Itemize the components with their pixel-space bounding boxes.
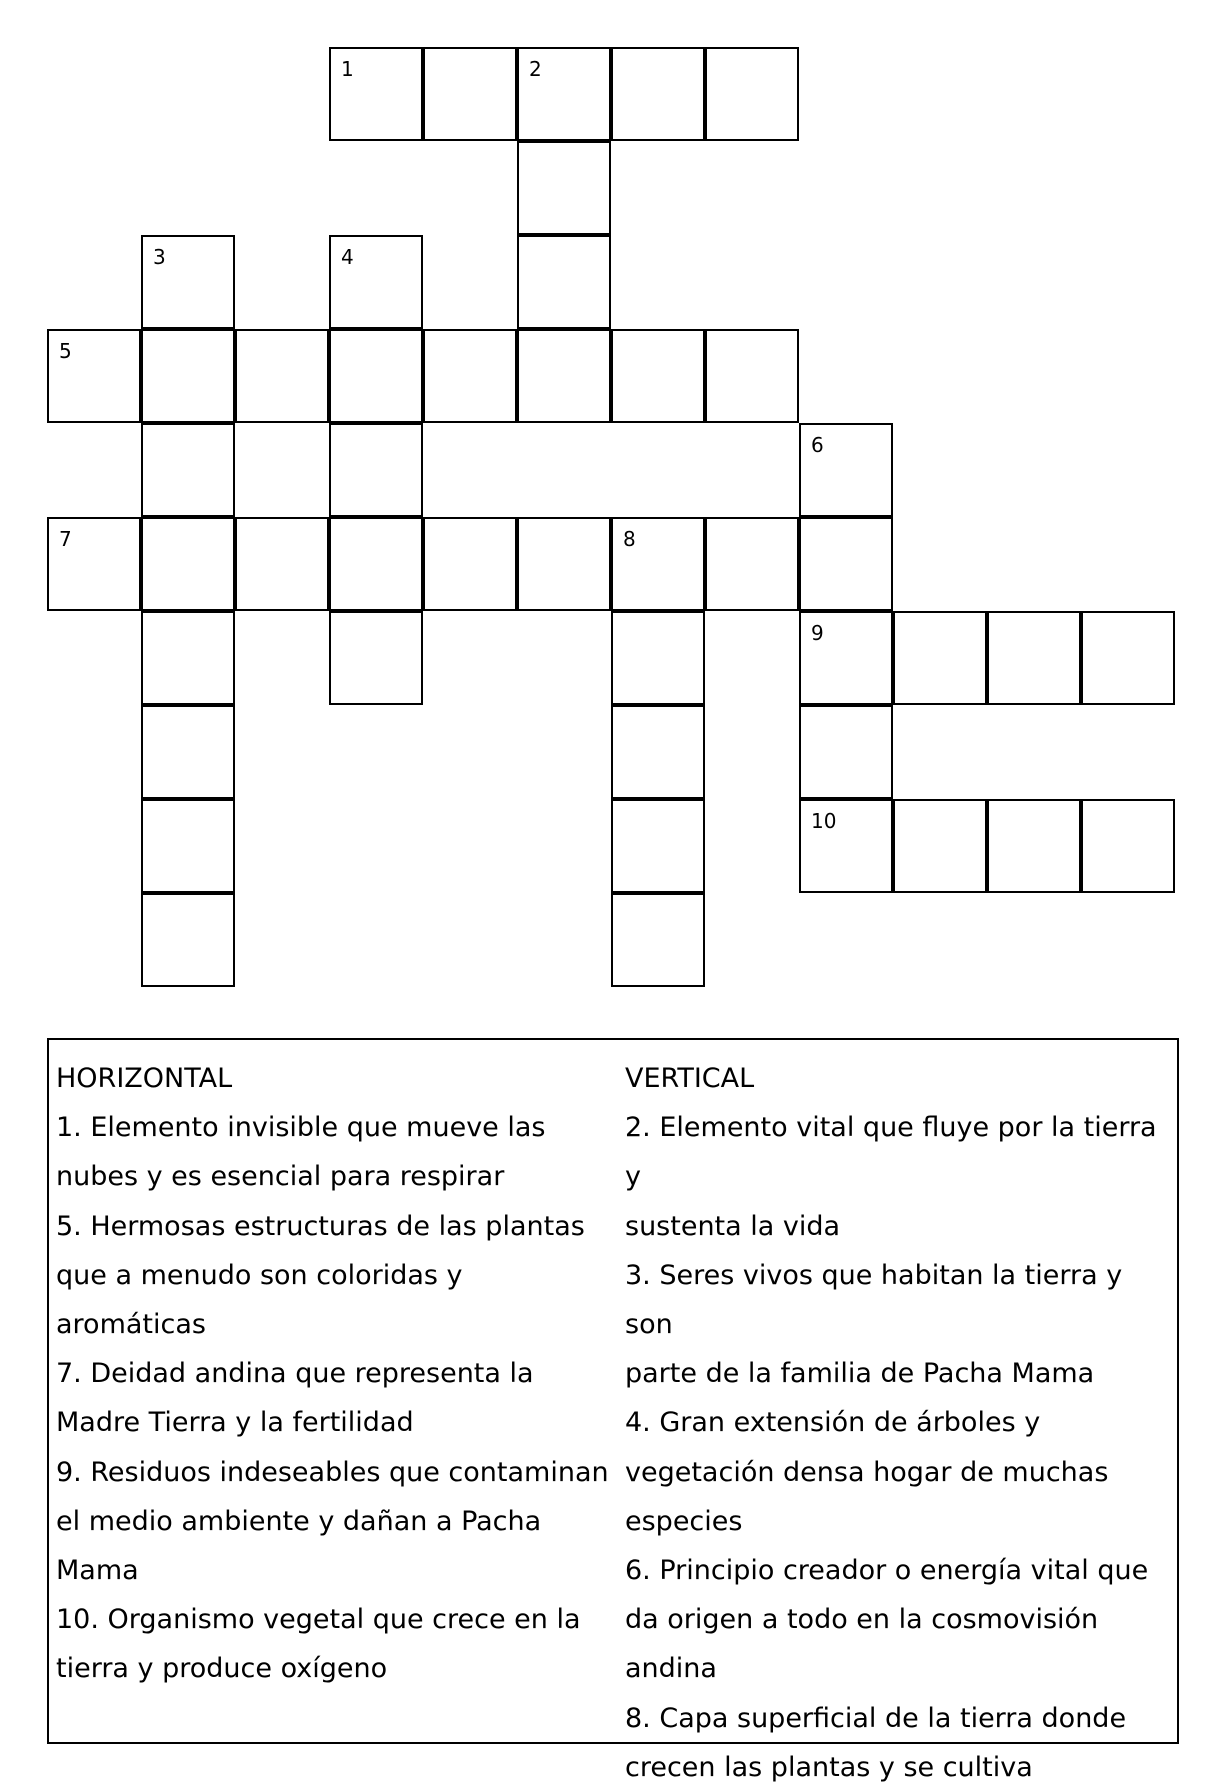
- clue-line: 5. Hermosas estructuras de las plantas: [56, 1210, 585, 1242]
- clue-line: da origen a todo en la cosmovisión: [625, 1604, 1099, 1636]
- clue-line: 8. Capa superficial de la tierra donde: [625, 1702, 1127, 1734]
- crossword-cell[interactable]: [141, 329, 235, 423]
- crossword-cell[interactable]: [893, 611, 987, 705]
- clues-box: [47, 1038, 1179, 1783]
- clue-line: Mama: [56, 1555, 139, 1587]
- clue-line: 9. Residuos indeseables que contaminan: [56, 1456, 609, 1488]
- crossword-cell[interactable]: [141, 893, 235, 987]
- clue-line: especies: [625, 1505, 743, 1537]
- clue-line: tierra y produce oxígeno: [56, 1653, 388, 1685]
- horizontal-title: HORIZONTAL: [56, 1063, 233, 1094]
- crossword-cell[interactable]: [141, 423, 235, 517]
- clue-line: aromáticas: [56, 1309, 206, 1341]
- crossword-cell[interactable]: [611, 517, 705, 611]
- clue-line: 2. Elemento vital que fluye por la tierra y: [625, 1112, 1157, 1193]
- crossword-cell[interactable]: [611, 893, 705, 987]
- crossword-cell[interactable]: [329, 517, 423, 611]
- clue-line: sustenta la vida: [625, 1210, 841, 1242]
- crossword-cell[interactable]: [611, 329, 705, 423]
- clue-number: 4: [341, 245, 354, 269]
- crossword-cell[interactable]: [705, 329, 799, 423]
- crossword-cell[interactable]: [329, 423, 423, 517]
- crossword-cell[interactable]: [141, 517, 235, 611]
- clue-line: parte de la familia de Pacha Mama: [625, 1358, 1095, 1390]
- clue-number: 6: [811, 433, 824, 457]
- crossword-cell[interactable]: [799, 705, 893, 799]
- crossword-cell[interactable]: [517, 141, 611, 235]
- crossword-cell[interactable]: [1081, 611, 1175, 705]
- clue-number: 9: [811, 621, 824, 645]
- crossword-cell[interactable]: [517, 517, 611, 611]
- clue-line: vegetación densa hogar de muchas: [625, 1456, 1109, 1488]
- clue-line: nubes y es esencial para respirar: [56, 1161, 505, 1193]
- clue-line: Madre Tierra y la fertilidad: [56, 1407, 414, 1439]
- crossword-cell[interactable]: [611, 799, 705, 893]
- crossword-cell[interactable]: [141, 799, 235, 893]
- crossword-cell[interactable]: [799, 423, 893, 517]
- crossword-cell[interactable]: [517, 47, 611, 141]
- crossword-cell[interactable]: [705, 517, 799, 611]
- crossword-cell[interactable]: [987, 611, 1081, 705]
- clue-line: 10. Organismo vegetal que crece en la: [56, 1604, 581, 1636]
- crossword-cell[interactable]: [611, 47, 705, 141]
- clue-line: 4. Gran extensión de árboles y: [625, 1407, 1041, 1439]
- clue-line: 1. Elemento invisible que mueve las: [56, 1112, 546, 1144]
- crossword-cell[interactable]: [517, 329, 611, 423]
- crossword-cell[interactable]: [611, 611, 705, 705]
- clue-line: 3. Seres vivos que habitan la tierra y son: [625, 1259, 1123, 1341]
- crossword-cell[interactable]: [423, 517, 517, 611]
- clue-line: que a menudo son coloridas y: [56, 1259, 463, 1291]
- crossword-cell[interactable]: [517, 235, 611, 329]
- crossword-cell[interactable]: [235, 517, 329, 611]
- crossword-cell[interactable]: [799, 799, 893, 893]
- clue-number: 1: [341, 57, 354, 81]
- crossword-cell[interactable]: [329, 611, 423, 705]
- crossword-cell[interactable]: [329, 329, 423, 423]
- crossword-cell[interactable]: [799, 517, 893, 611]
- crossword-cell[interactable]: [611, 705, 705, 799]
- crossword-cell[interactable]: [1081, 799, 1175, 893]
- crossword-cell[interactable]: [47, 517, 141, 611]
- clue-line: 6. Principio creador o energía vital que: [625, 1555, 1149, 1587]
- clue-number: 5: [59, 339, 72, 363]
- crossword-cell[interactable]: [423, 47, 517, 141]
- crossword-cell[interactable]: [893, 799, 987, 893]
- crossword-cell[interactable]: [47, 329, 141, 423]
- clue-line: el medio ambiente y dañan a Pacha: [56, 1505, 542, 1537]
- clue-line: 7. Deidad andina que representa la: [56, 1358, 534, 1390]
- crossword-cell[interactable]: [329, 47, 423, 141]
- clue-number: 8: [623, 527, 636, 551]
- clue-number: 3: [153, 245, 166, 269]
- crossword-cell[interactable]: [141, 235, 235, 329]
- crossword-cell[interactable]: [705, 47, 799, 141]
- vertical-clues: [625, 1054, 1175, 1792]
- clue-number: 7: [59, 527, 72, 551]
- horizontal-clues: [56, 1054, 616, 1694]
- crossword-cell[interactable]: [423, 329, 517, 423]
- vertical-title: VERTICAL: [625, 1063, 755, 1094]
- crossword-cell[interactable]: [141, 611, 235, 705]
- crossword-cell[interactable]: [235, 329, 329, 423]
- clue-line: andina: [625, 1653, 717, 1685]
- crossword-cell[interactable]: [329, 235, 423, 329]
- clue-number: 10: [811, 809, 837, 833]
- crossword-cell[interactable]: [799, 611, 893, 705]
- clue-number: 2: [529, 57, 542, 81]
- crossword-cell[interactable]: [987, 799, 1081, 893]
- clue-line: crecen las plantas y se cultiva: [625, 1751, 1033, 1783]
- crossword-cell[interactable]: [141, 705, 235, 799]
